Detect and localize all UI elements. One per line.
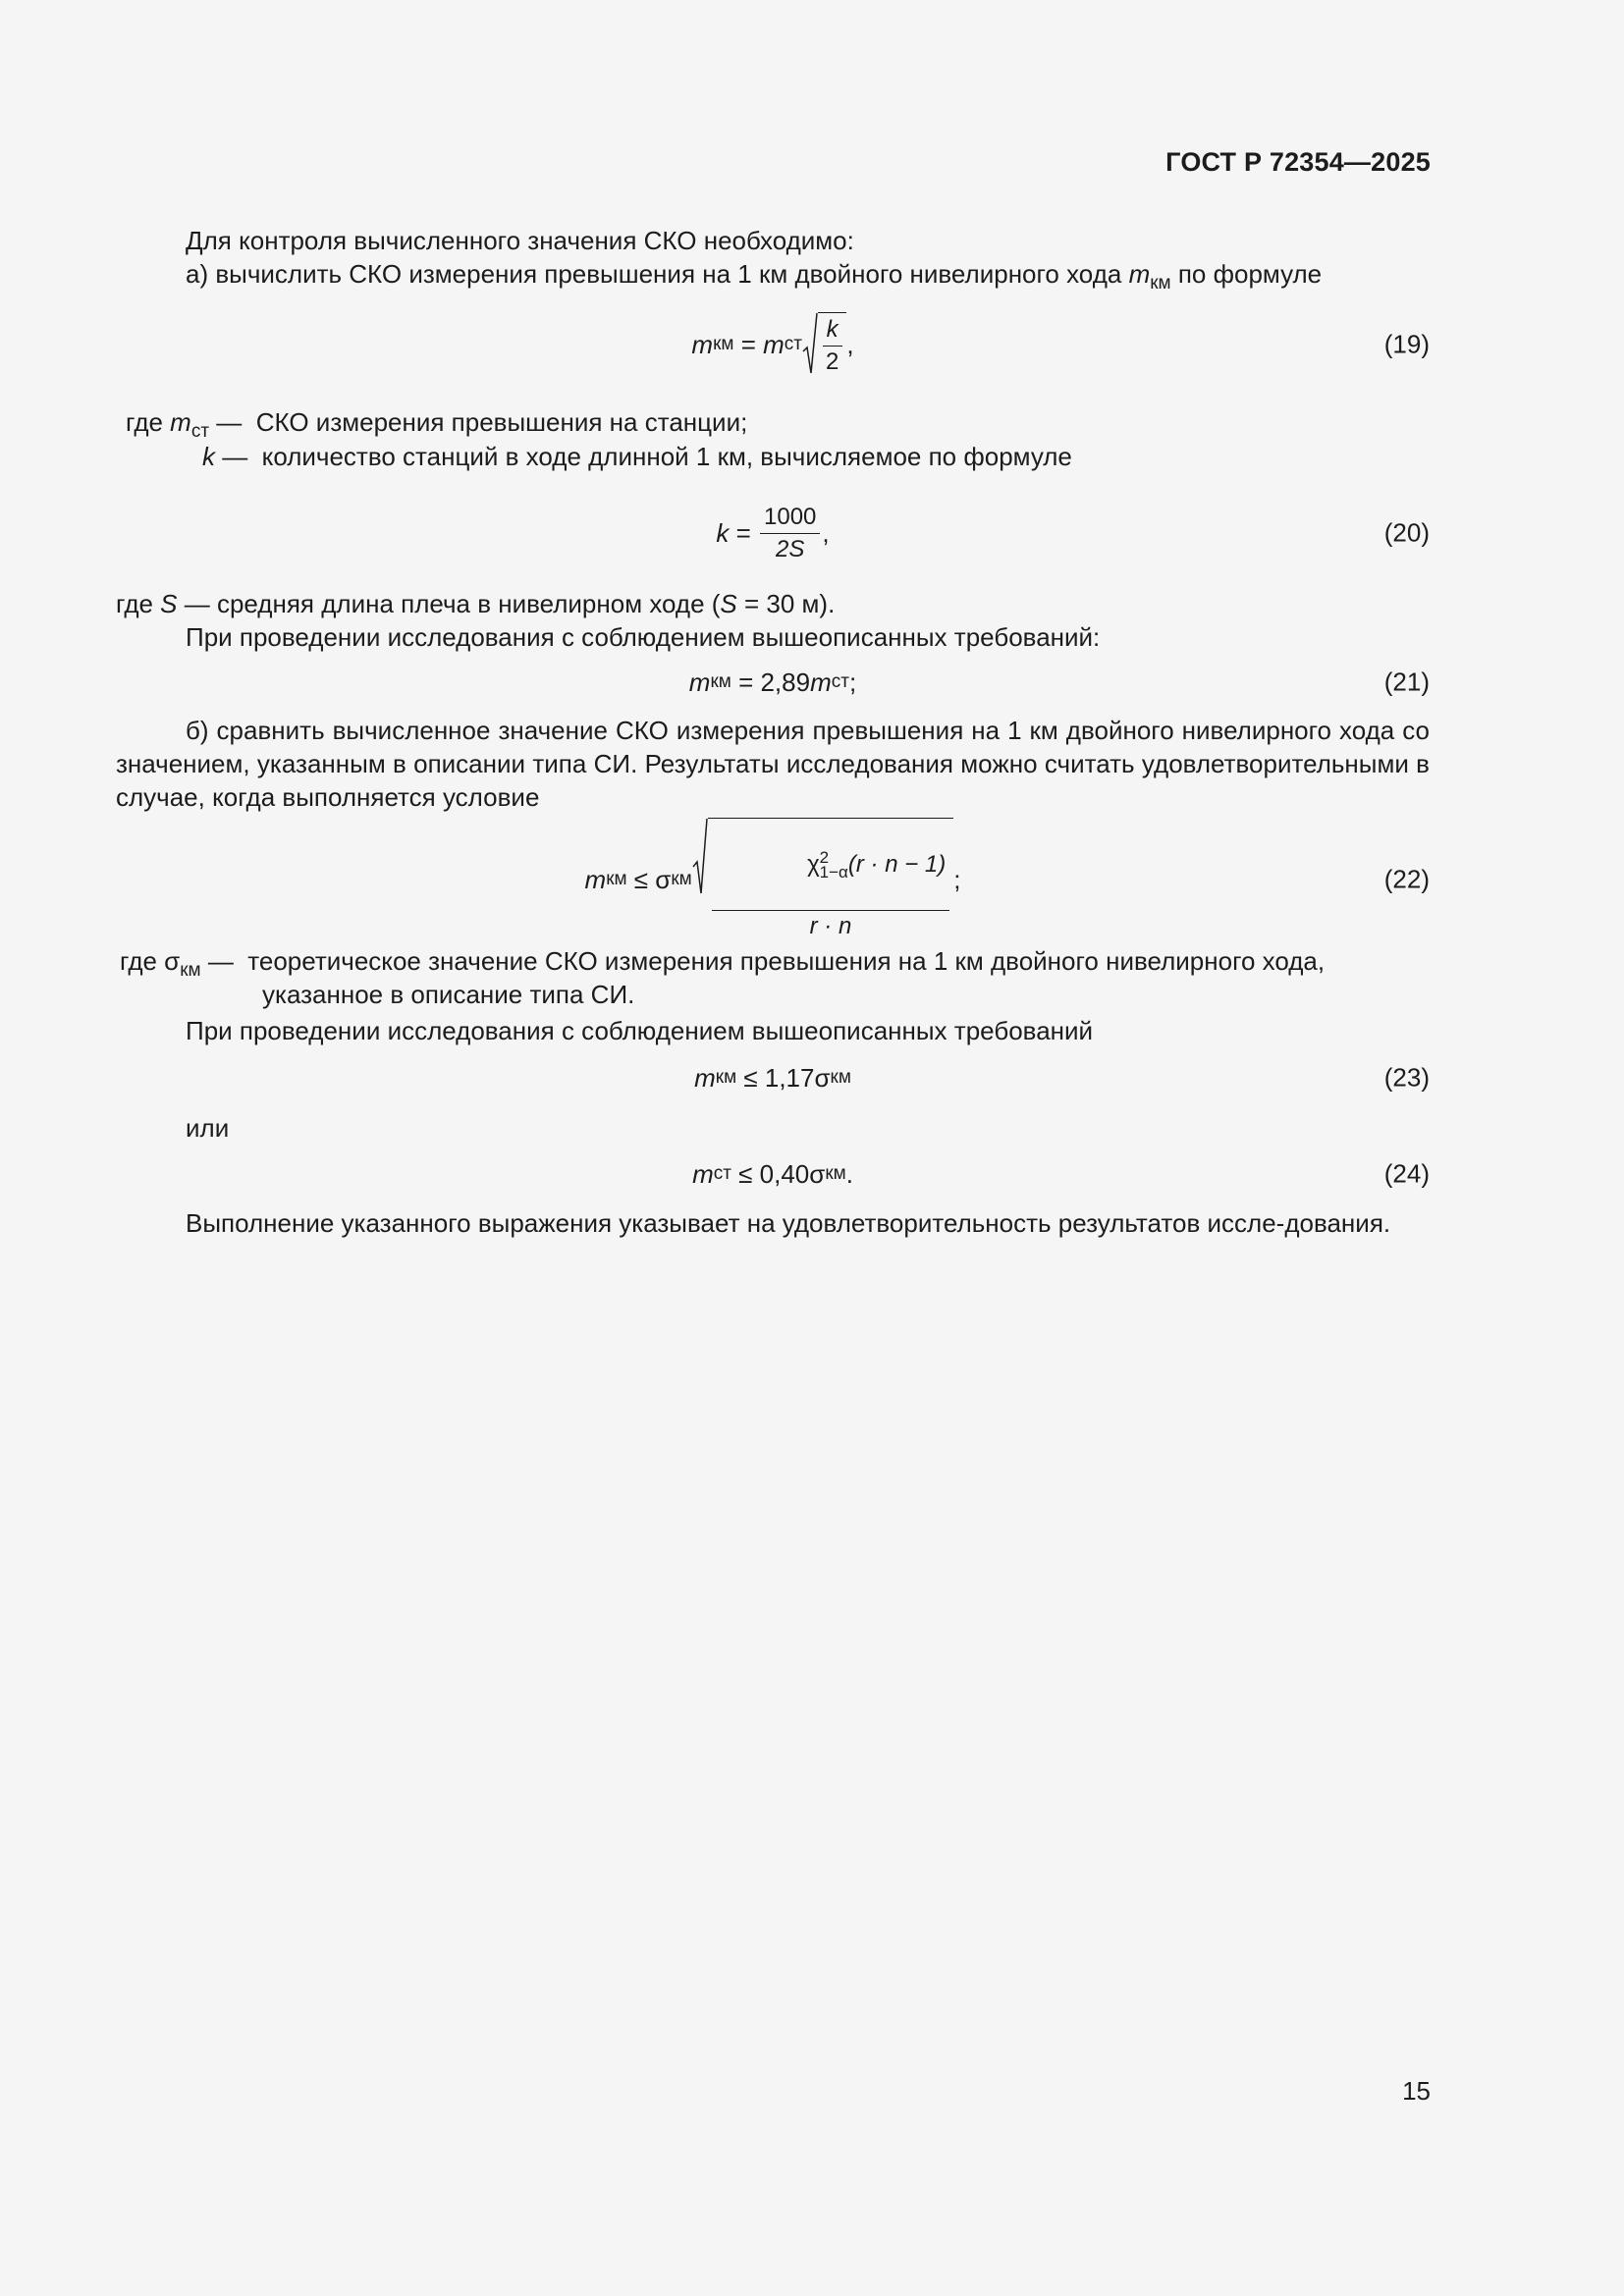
paragraph-s-definition: где S — средняя длина плеча в нивелирном ходе (S = 30 м). [116,589,836,618]
paragraph-conditions-2: При проведении исследования с соблюдением вышеописанных требований [186,1016,1094,1045]
sqrt-symbol: χ 2 1−α (r · n − 1) r · n [692,818,954,942]
equation-number: (19) [1383,329,1430,359]
paragraph-conditions: При проведении исследования с соблюдением вышеописанных требований: [186,622,1101,652]
formula-20: k = $\frac{1000}{2S}$ , (20) [716,503,1430,562]
equation-number: (20) [1383,517,1430,548]
equation-number: (24) [1383,1158,1430,1189]
equation-number: (23) [1383,1062,1430,1093]
where-m-st: где $m_{ст}$ — СКО измерения превышения на станции; [126,407,748,442]
paragraph-conclusion: Выполнение указанного выражения указывает на удовлетворительность результатов иссле-дования. [186,1208,1391,1238]
where-sigma: где $\sigma_{км}$ — теоретическое значение СКО измерения превышения на 1 км двойного нивелирного хода, указанное в описание типа СИ. [120,946,1326,1009]
formula-22: m км ≤ σ км χ 2 1−α (r · n − 1) r · n ; (22) [116,830,1430,929]
paragraph-or: или [186,1113,230,1143]
formula-23: m км ≤ 1,17σ км (23) [694,1062,1430,1093]
sqrt-symbol: $\frac{k}{2}$ [802,312,846,377]
equation-number: (22) [1383,864,1430,894]
paragraph-b: б) сравнить вычисленное значение СКО измерения превышения на 1 км двойного нивелирного хода со значением, указанным в описании типа СИ. Результаты исследования можно считать удовлетворительными в случае, когда выполняется условие [116,716,1430,812]
formula-19: m км = m ст $\frac{k}{2}$ , (19) [116,310,1430,379]
page-number: 15 [1402,2076,1431,2106]
paragraph-a: а) вычислить СКО измерения превышения на 1 км двойного нивелирного хода $m_{км}$ по формуле [186,259,1323,294]
paragraph-intro: Для контроля вычисленного значения СКО необходимо: [186,226,854,255]
formula-21: m км = 2,89 m ст ; (21) [688,667,1430,697]
document-id: ГОСТ Р 72354—2025 [1165,147,1431,177]
equation-number: (21) [1383,667,1430,697]
formula-24: m ст ≤ 0,40σ км . (24) [692,1158,1430,1189]
where-k: k — количество станций в ходе длинной 1 км, вычисляемое по формуле [202,442,1072,471]
